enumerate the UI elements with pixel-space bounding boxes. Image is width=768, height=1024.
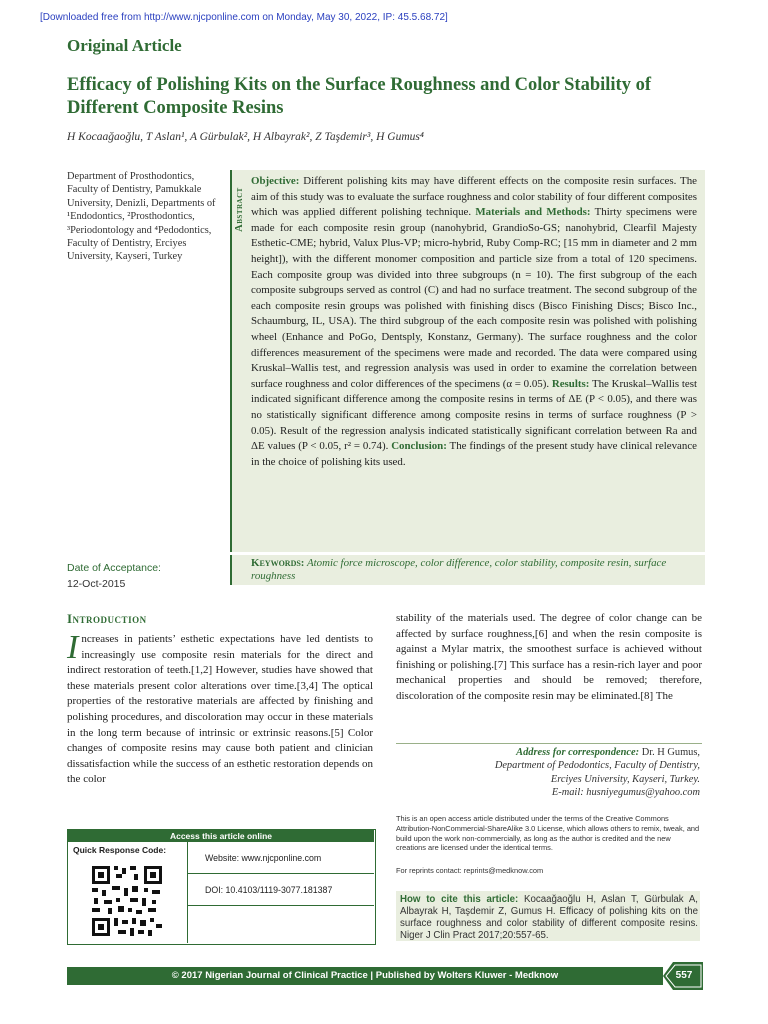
keywords-text: Atomic force microscope, color difference, color stability, composite resin, surface roughness xyxy=(251,557,667,582)
objective-label: Objective: xyxy=(251,175,300,187)
introduction-heading: Introduction xyxy=(67,611,147,626)
introduction-right-text: stability of the materials used. The degree of color change can be affected by surface roughness,[6] and when the resin composite is against a Mylar matrix, the smoothest surface is achieved without finishing or polishing.[7] This surface has a resin-rich layer and poor mechanical properties and should be removed; therefore, discoloration of the composite resin may be eliminated.[8] The xyxy=(396,612,702,702)
abstract-text xyxy=(251,174,697,470)
objective-text: Different polishing kits may have different effects on the composite resin surfaces. The aim of this study was to evaluate the surface roughness and color stability of four different composites which was applied different polishing technique. xyxy=(251,175,697,219)
correspondence-email[interactable]: E-mail: husniyegumus@yahoo.com xyxy=(551,787,700,799)
correspondence-line2: Erciyes University, Kayseri, Turkey. xyxy=(550,773,700,785)
affiliation: Department of Prosthodontics, Faculty of Dentistry, Pamukkale University, Denizli, Departments of ¹Endodontics, ²Prosthodontics, ³Periodontology and ⁴Pedodontics, Faculty of Dentistry, Erciyes University, Kayseri, Turkey xyxy=(67,171,216,263)
conclusion-text: The findings of the present study have clinical relevance in the choice of polishing kits used. xyxy=(251,440,697,468)
access-divider-2 xyxy=(187,905,374,906)
page-number: 557 xyxy=(675,970,693,981)
keywords xyxy=(251,557,697,583)
correspondence-label: Address for correspondence: xyxy=(516,747,640,758)
correspondence-line1: Department of Pedodontics, Faculty of Dentistry, xyxy=(494,760,700,772)
methods-label: Materials and Methods: xyxy=(475,206,591,219)
introduction-left-column xyxy=(67,629,373,788)
correspondence-name: Dr. H Gumus, xyxy=(639,747,700,758)
methods-text: Thirty specimens were made for each composite resin group (nanohybrid, GrandioSo-GS; nanohybrid, Clearfil Majesty Esthetic-CME; hybrid, Valux Plus-VP; micro-hybrid, Ruby Comp-RC; [15 mm in diameter and 2 mm height]), with the different monomer composition and particle size from a total of 120 specimens. Each composite group was divided into three subgroups (n = 10). The first subgroup of the each composite subgroups served as control (C) and had no surface treatment. The second subgroup of the each composite resin groups was polished with finishing discs (Bisco Finishing Discs; Bisco Inc., Schaumburg, IL, USA). The third subgroup of the each composite resin was polished with polishing wheel (Enhance and PoGo, Dentsply, Konstanz, Germany). The surface roughness and the color differences measurement of the specimens were made and recorded. The data were compared using Kruskal–Wallis test, and regression analysis was used in order to examine the correlation between surface roughness and color differences of the specimens (α = 0.05). xyxy=(251,206,697,390)
reprints-contact: For reprints contact: reprints@medknow.com xyxy=(396,866,544,875)
introduction-left-text: ncreases in patients’ esthetic expectations have led dentists to increasingly use composite resin materials for the direct and indirect restoration of teeth.[1,2] However, studies have showed that these materials present color alterations over time.[3,4] The optical properties of the restorative materials are affected by finishing and polishing procedures, and discoloration may occur in these materials in the long term because of intrinsic or extrinsic reasons.[5] Color changes of composite resins may cause both patient and clinician dissatisfaction while the success of an esthetic restoration depends on the color xyxy=(67,633,373,786)
results-text: The Kruskal–Wallis test indicated significant difference among the composite resins in terms of ΔE (P < 0.05), and there was no statistically significant difference among composite resins in terms of surface roughness (P > 0.05). Result of the regression analysis indicated statistically significant correlation between Ra and ΔE values (P < 0.05, r² = 0.74). xyxy=(251,377,697,453)
article-type-label: Original Article xyxy=(67,36,182,55)
access-divider-1 xyxy=(187,873,374,874)
introduction-right-column xyxy=(396,611,702,705)
footer-text: © 2017 Nigerian Journal of Clinical Practice | Published by Wolters Kluwer - Medknow xyxy=(171,970,559,981)
results-label: Results: xyxy=(551,377,590,390)
citation-body: Kocaağaoğlu H, Aslan T, Gürbulak A, Albayrak H, Taşdemir Z, Gumus H. Efficacy of polishing kits on the surface roughness and color stability of different composite resins. Niger J Clin Pract 2017;20:557-65. xyxy=(400,894,698,941)
correspondence-divider xyxy=(396,743,702,744)
website-link[interactable]: Website: www.njcponline.com xyxy=(205,853,322,863)
drop-cap: I xyxy=(67,629,79,666)
acceptance-label: Date of Acceptance: xyxy=(67,562,161,574)
qr-code-icon[interactable] xyxy=(90,864,164,938)
doi-link[interactable]: DOI: 10.4103/1119-3077.181387 xyxy=(205,885,333,895)
abstract-tab-label: Abstract xyxy=(233,186,245,232)
access-divider-vertical xyxy=(187,842,188,943)
qr-code-label: Quick Response Code: xyxy=(73,845,167,855)
acceptance-date: 12-Oct-2015 xyxy=(67,578,126,590)
author-list: H Kocaağaoğlu, T Aslan¹, A Gürbulak², H Albayrak², Z Taşdemir³, H Gumus⁴ xyxy=(67,131,424,143)
open-access-notice: This is an open access article distributed under the terms of the Creative Commons Attribution-NonCommercial-ShareAlike 3.0 License, which allows others to remix, tweak, and build upon the work non-commercially, as long as the author is credited and the new creations are licensed under the identical terms. xyxy=(396,814,700,853)
citation-text xyxy=(400,894,698,942)
access-online-header: Access this article online xyxy=(68,830,374,842)
conclusion-label: Conclusion: xyxy=(391,440,447,453)
correspondence-block xyxy=(396,746,700,800)
article-title: Efficacy of Polishing Kits on the Surface Roughness and Color Stability of Different Composite Resins xyxy=(67,75,651,118)
keywords-label: Keywords: xyxy=(251,557,305,569)
abstract-tab xyxy=(231,172,247,246)
citation-label: How to cite this article: xyxy=(400,894,519,905)
download-note: [Downloaded free from http://www.njcponline.com on Monday, May 30, 2022, IP: 45.5.68.72] xyxy=(40,12,448,23)
